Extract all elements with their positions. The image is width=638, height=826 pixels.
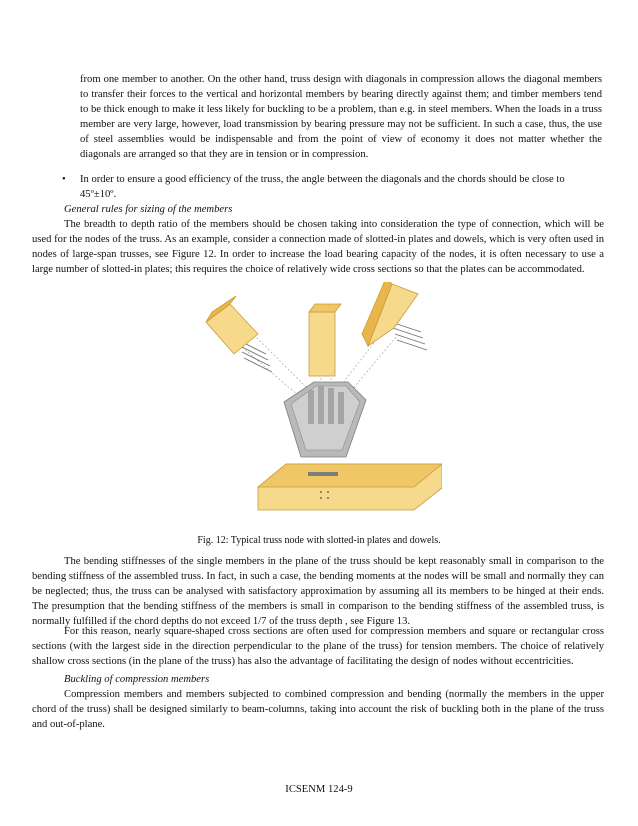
paragraph-square-sections: For this reason, nearly square-shaped cross sections are often used for compression members and square or rectangular cross sections (with the largest side in the direction perpendicular to the plane of the truss) for tension members. The choice of relatively shallow cross sections (in the plane of the truss) has also the advantage of facilitating the design of nodes without eccentricities. (32, 626, 604, 667)
page-footer: ICSENM 124-9 (285, 784, 353, 795)
section-heading-sizing: General rules for sizing of the members (64, 204, 233, 215)
figure-caption: Fig. 12: Typical truss node with slotted-in plates and dowels. (197, 535, 441, 546)
continuation-paragraph: from one member to another. On the other hand, truss design with diagonals in compression allows the diagonal members to transfer their forces to the vertical and horizontal members by bearing directly against them; and timber members tend to be thick enough to make it less likely for buckling to be a problem, than e.g. in steel members. When the loads in a truss member are very large, however, load transmission by bearing pressure may not be sufficient. In such a case, thus, the use of steel assemblies would be indispensable and from the point of view of economy it does not matter whether the diagonals are arranged so that they are in tension or in compression. (80, 74, 602, 160)
paragraph-bending-stiffness: The bending stiffnesses of the single members in the plane of the truss should be kept reasonably small in comparison to the bending stiffness of the assembled truss. In fact, in such a case, the bending moments at the nodes will be small and normally they can be neglected; thus, the truss can be analysed with satisfactory approximation by assuming all its members to be hinged at their ends. The presumption that the bending stiffness of the members is small in comparison to the bending stiffness of the assembled truss, is normally fulfilled if the chord depths do not exceed 1/7 of the truss depth , see Figure 13. (32, 556, 604, 627)
paragraph-breadth-ratio: The breadth to depth ratio of the members should be chosen taking into consideration the type of connection, which will be used for the nodes of the truss. As an example, consider a connection made of slotted-in plates and dowels, which is very often used in nodes of large-span trusses, see Figure 12. In order to increase the load bearing capacity of the nodes, it is often necessary to use a large number of slotted-in plates; this requires the choice of relatively wide cross sections so that the plates can be accommodated. (32, 219, 604, 275)
bullet-dot-icon: • (62, 174, 66, 185)
bullet-item (62, 172, 602, 202)
bullet-list (62, 172, 602, 202)
bullet-text: In order to ensure a good efficiency of the truss, the angle between the diagonals and the chords should be close to 45º±10º. (80, 174, 565, 200)
truss-node-figure (196, 282, 442, 520)
paragraph-compression-members: Compression members and members subjected to combined compression and bending (normally the members in the upper chord of the truss) shall be designed similarly to beam-columns, taking into account the risk of buckling both in the plane of the truss and out-of-plane. (32, 689, 604, 730)
section-heading-buckling: Buckling of compression members (64, 674, 210, 685)
